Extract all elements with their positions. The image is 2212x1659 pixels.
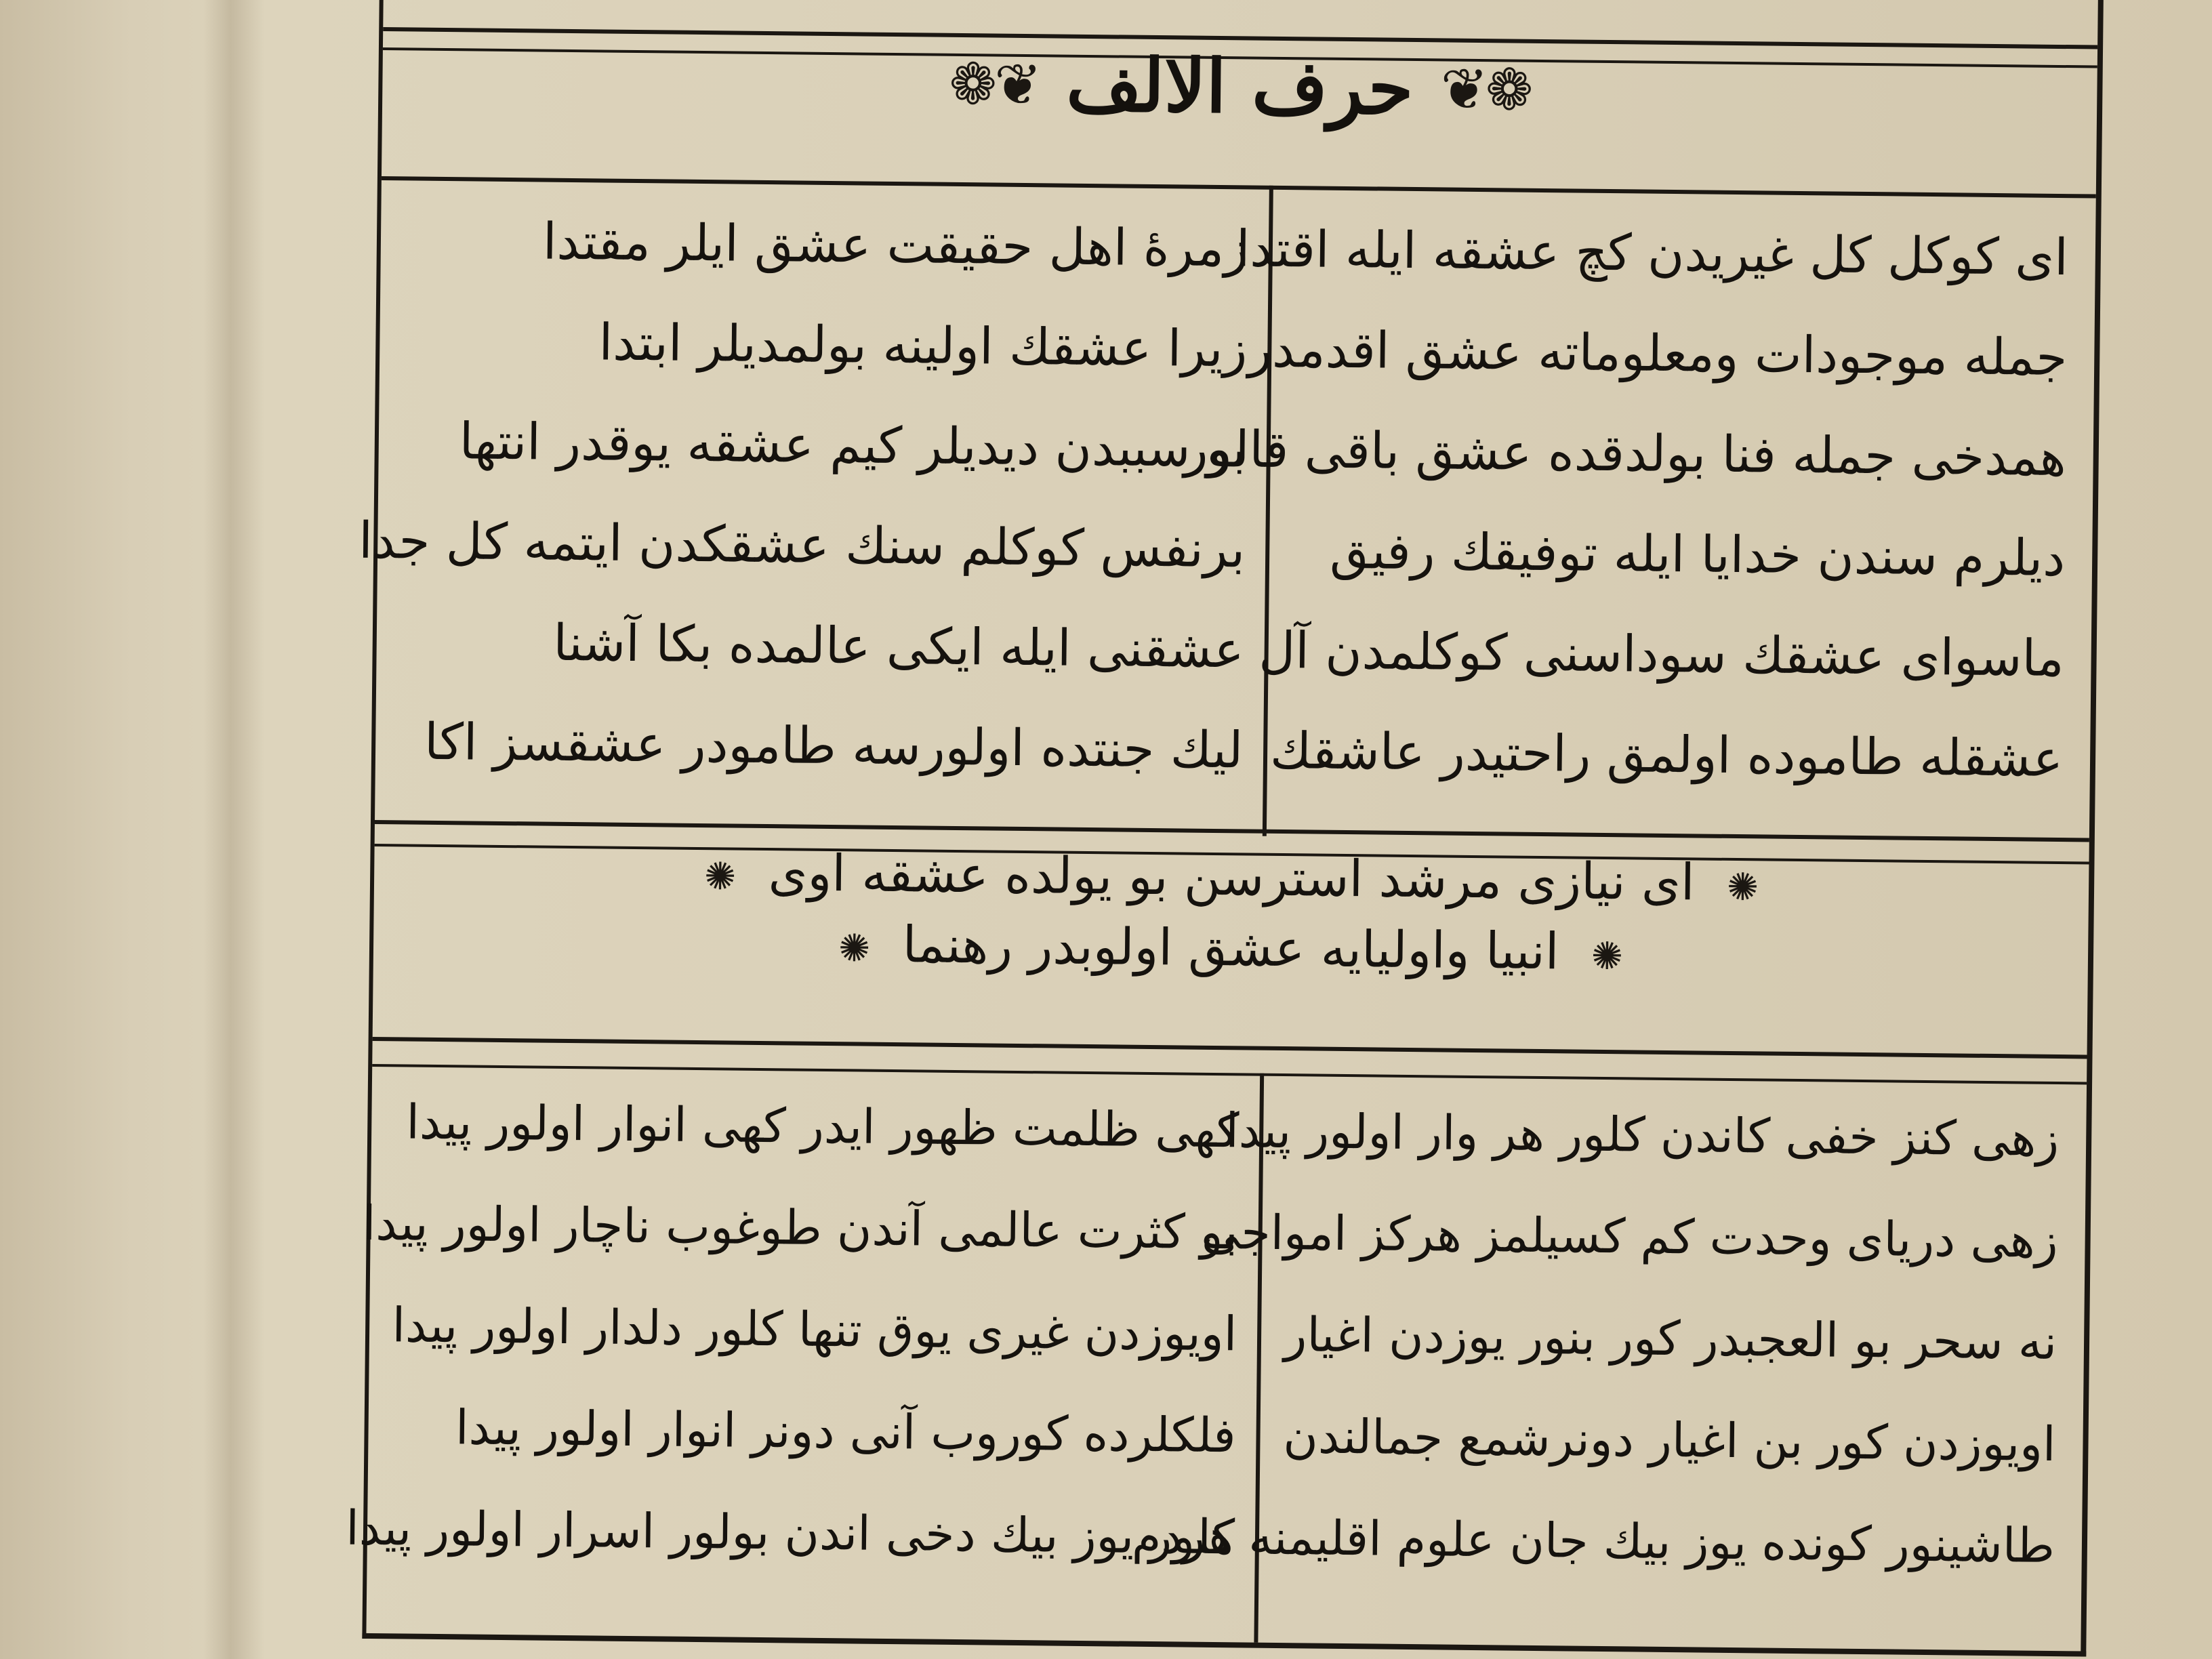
verse-line: نه سحر بو العجبدر کور بنور یوزدن اغیار: [1284, 1307, 2057, 1371]
verse-line: ماسوای عشقك سوداسنی کوکلمدن آل: [1258, 621, 2065, 689]
verse-line: کهی ظلمت ظهور ایدر کهی انوار اولور پیدا: [406, 1094, 1240, 1159]
page-frame: [345, 0, 2103, 1657]
verse-line: برنفس کوکلم سنك عشقکدن ایتمه کل جدا: [358, 511, 1246, 579]
verse-line: بو سببدن دیدیلر کیم عشقه یوقدر انتها: [459, 412, 1247, 479]
verse-line: ای کوکل کل غیریدن کچ عشقه ایله اقتدا: [1235, 220, 2069, 287]
verse-line: لیك جنتده اولورسه طامودر عشقسز اکا: [424, 712, 1244, 780]
section-header: [382, 20, 2098, 153]
top-right-column: [1183, 199, 2069, 809]
verse-line: همدخی جمله فنا بولدقده عشق باقی قالور: [1183, 419, 2067, 488]
verse-line: طاشینور کونده یوز بیك جان علوم اقلیمنه هردم: [1131, 1508, 2055, 1574]
verse-line: کلور یوز بیك دخی اندن بولور اسرار اولور پیدا: [345, 1500, 1235, 1565]
top-left-column: [358, 190, 1249, 800]
bottom-right-column: [1131, 1080, 2060, 1597]
verse-line: زهی کنز خفی کاندن کلور هر وار اولور پیدا: [1225, 1103, 2060, 1168]
verse-line: عشقله طاموده اولمق راحتیدر عاشقك: [1269, 721, 2064, 789]
bottom-left-column: [345, 1071, 1240, 1588]
verse-line: عشقنی ایله ایکی عالمده بکا آشنا: [552, 613, 1245, 680]
verse-line: دیلرم سندن خدایا ایله توفیقك رفیق: [1329, 521, 2066, 588]
verse-line: زمرهٔ اهل حقیقت عشق ایلر مقتدا: [542, 212, 1249, 279]
flower-icon: ✺: [838, 926, 871, 971]
flower-icon: ✺: [703, 855, 737, 899]
flower-icon: ✺: [1591, 934, 1624, 979]
verse-line: اویوزدن غیری یوق تنها کلور دلدار اولور پیدا: [392, 1297, 1237, 1362]
ornament-right-icon: ❦❁: [1439, 56, 1531, 123]
verse-line: زهی دریای وحدت کم کسیلمز هرکز امواجی: [1201, 1204, 2059, 1269]
verse-line: اویوزدن کور بن اغیار دونرشمع جمالندن: [1283, 1408, 2056, 1473]
book-gutter-shadow: [203, 0, 264, 1659]
verse-line: زیرا عشقك اولینه بولمدیلر ابتدا: [598, 313, 1248, 379]
section-title: حرف الالف: [1065, 42, 1414, 131]
flower-icon: ✺: [1726, 865, 1759, 910]
verse-line: جمله موجودات ومعلوماته عشق اقدمدر: [1247, 320, 2068, 388]
verse-line: بو کثرت عالمی آندن طوغوب ناچار اولور پیدا: [362, 1195, 1239, 1261]
verse-line: فلکلرده کوروب آنی دونر انوار اولور پیدا: [455, 1399, 1237, 1464]
center-verse-text: انبیا واولیایه عشق اولوبدر رهنما: [902, 916, 1559, 981]
ornament-left-icon: ❁❦: [949, 50, 1040, 119]
center-verse-text: ای نیازی مرشد استرسن بو یولده عشقه اوی: [768, 844, 1696, 912]
